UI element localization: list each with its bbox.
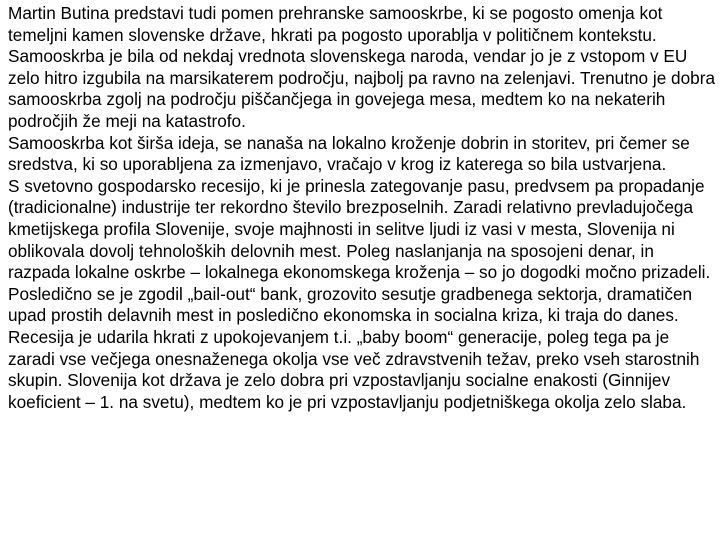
paragraph-self-sufficiency-idea: Samooskrba kot širša ideja, se nanaša na lokalno kroženje dobrin in storitev, pri čemer se sredstva, ki so uporabljena za izmenjavo, vračajo v krog iz katerega so bila ustvarjena.	[8, 132, 690, 175]
document-body	[8, 3, 716, 413]
paragraph-baby-boom: Recesija je udarila hkrati z upokojevanjem t.i. „baby boom“ generacije, poleg tega pa je zaradi vse večjega onesnaženega okolja vse več zdravstvenih težav, preko vseh starostnih skupin. Slovenija kot država je zelo dobra pri vzpostavljanju socialne enakosti (Ginnijev koeficient – 1. na svetu), medtem ko je pri vzpostavljanju podjetniškega okolja zelo slaba.	[8, 326, 700, 412]
paragraph-food-self-sufficiency: Martin Butina predstavi tudi pomen prehranske samooskrbe, ki se pogosto omenja kot temeljni kamen slovenske države, hkrati pa pogosto uporablja v političnem kontekstu. Samooskrba je bila od nekdaj vrednota slovenskega naroda, vendar jo je z vstopom v EU zelo hitro izgubila na marsikaterem področju, najbolj pa ravno na zelenjavi. Trenutno je dobra samooskrba zgolj na področju piščančjega in govejega mesa, medtem ko na nekaterih področjih že meji na katastrofo.	[8, 3, 716, 131]
paragraph-recession: S svetovno gospodarsko recesijo, ki je prinesla zategovanje pasu, predvsem pa propadanje (tradicionalne) industrije ter rekordno število brezposelnih. Zaradi relativno prevladujočega kmetijskega profila Slovenije, svoje majhnosti in selitve ljudi iz vasi v mesta, Slovenija ni oblikovala dovolj tehnoloških delovnih mest. Poleg naslanjanja na sposojeni denar, in razpada lokalne oskrbe – lokalnega ekonomskega kroženja – so jo dogodki močno prizadeli. Posledično se je zgodil „bail-out“ bank, grozovito sesutje gradbenega sektorja, dramatičen upad prostih delavnih mest in posledično ekonomska in socialna kriza, ki traja do danes.	[8, 175, 711, 326]
